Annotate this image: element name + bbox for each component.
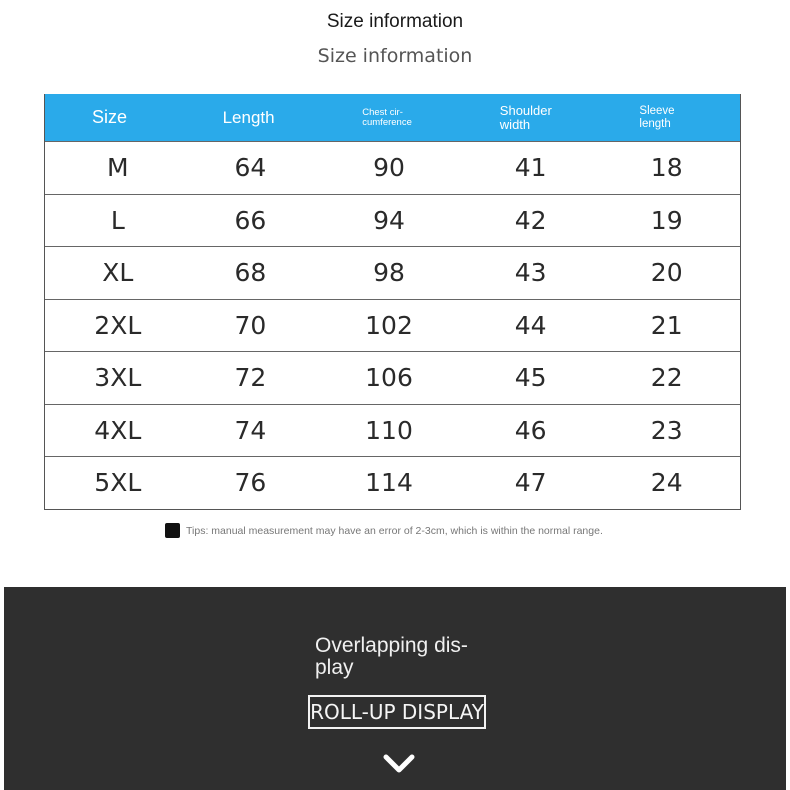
size-table	[44, 94, 741, 510]
measurement-tip	[165, 523, 603, 538]
roll-up-display-button[interactable]: ROLL-UP DISPLAY	[308, 695, 486, 729]
header-size	[45, 108, 191, 127]
table-row	[45, 141, 740, 194]
table-row	[45, 299, 740, 352]
cell-sleeve: 22	[650, 363, 683, 393]
cell-shoulder: 43	[514, 258, 547, 288]
cell-chest: 106	[365, 363, 413, 393]
table-row	[45, 351, 740, 404]
cell-chest: 98	[373, 258, 405, 288]
cell-size: 4XL	[94, 415, 142, 445]
cell-shoulder: 46	[514, 415, 547, 445]
cell-size: 3XL	[94, 363, 142, 393]
cell-shoulder: 44	[514, 310, 547, 340]
cell-length: 64	[234, 153, 267, 183]
cell-chest: 114	[365, 468, 413, 498]
header-length	[191, 109, 311, 127]
cell-chest: 110	[365, 415, 413, 445]
cell-length: 72	[234, 363, 267, 393]
cell-shoulder: 45	[514, 363, 547, 393]
cell-length: 70	[234, 310, 267, 340]
header-shoulder-line2: width	[499, 116, 531, 132]
cell-sleeve: 21	[650, 310, 683, 340]
page-title: Size information	[326, 11, 464, 32]
header-size-label: Size	[92, 107, 128, 128]
cell-length: 66	[234, 205, 267, 235]
header-sleeve-line1: Sleeve	[639, 105, 675, 118]
cell-length: 74	[234, 415, 267, 445]
table-row	[45, 246, 740, 299]
cell-length: 68	[234, 258, 267, 288]
header-shoulder	[468, 104, 594, 131]
header-sleeve	[593, 105, 740, 129]
header-length-label: Length	[222, 107, 275, 127]
table-header	[45, 94, 740, 141]
cell-shoulder: 41	[514, 153, 547, 183]
header-shoulder-line1: Shoulder	[499, 102, 552, 118]
cell-sleeve: 19	[650, 205, 683, 235]
page-subtitle: Size information	[317, 45, 473, 67]
cell-sleeve: 20	[650, 258, 683, 288]
header-chest-line1: Chest cir-	[362, 106, 403, 118]
cell-sleeve: 24	[650, 468, 683, 498]
cell-size: M	[107, 153, 129, 183]
cell-chest: 102	[365, 310, 413, 340]
overlapping-display-label	[315, 635, 495, 679]
table-row	[45, 404, 740, 457]
cell-length: 76	[234, 468, 267, 498]
cell-size: XL	[102, 258, 134, 288]
cell-chest: 94	[373, 205, 405, 235]
cell-size: 2XL	[94, 310, 142, 340]
display-section	[4, 587, 786, 790]
cell-shoulder: 42	[514, 205, 547, 235]
table-row	[45, 456, 740, 509]
tip-text: Tips: manual measurement may have an error of 2-3cm, which is within the normal range.	[186, 524, 603, 537]
bullet-square-icon	[165, 523, 180, 538]
header-sleeve-line2: length	[639, 117, 671, 130]
cell-size: L	[110, 205, 125, 235]
cell-shoulder: 47	[514, 468, 547, 498]
cell-sleeve: 23	[650, 415, 683, 445]
overlapping-display-line1: Overlapping dis-	[315, 634, 468, 657]
cell-chest: 90	[373, 153, 405, 183]
cell-sleeve: 18	[650, 153, 683, 183]
table-row	[45, 194, 740, 247]
chevron-down-icon[interactable]	[382, 753, 416, 775]
overlapping-display-line2: play	[315, 656, 354, 679]
header-chest-line2: cumference	[362, 116, 412, 128]
header-chest	[310, 108, 468, 128]
cell-size: 5XL	[94, 468, 142, 498]
